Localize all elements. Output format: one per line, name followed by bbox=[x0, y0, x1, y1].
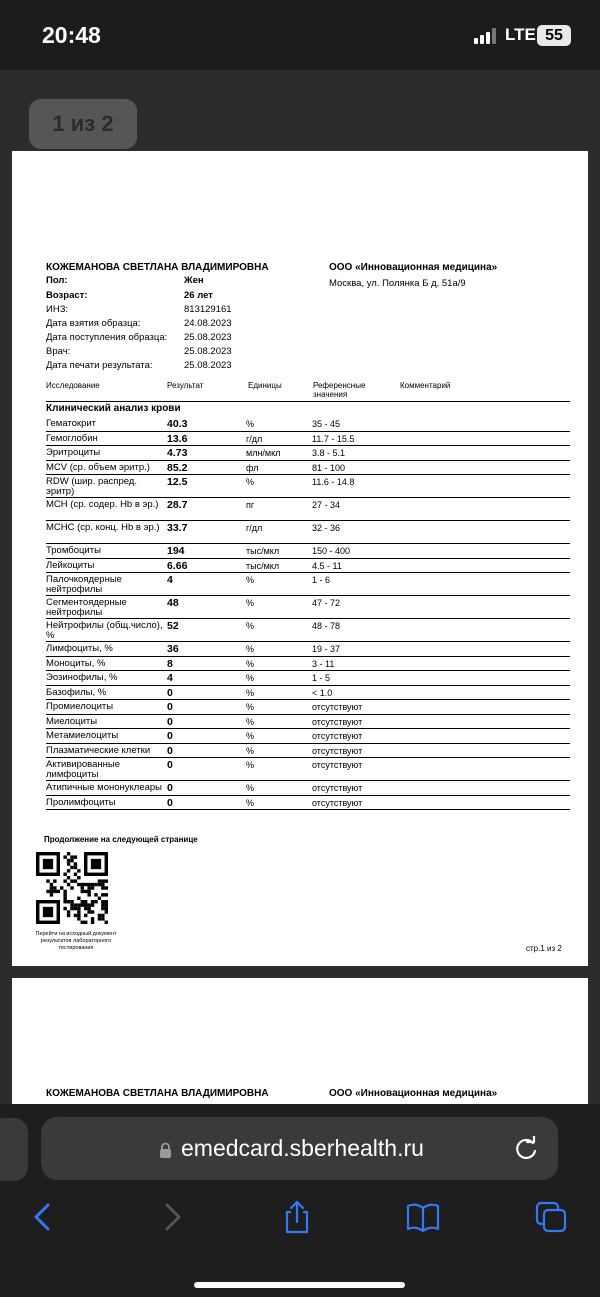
home-indicator bbox=[194, 1282, 405, 1288]
header-divider bbox=[46, 401, 570, 402]
signal-icon bbox=[474, 28, 496, 44]
row-unit: % bbox=[246, 702, 255, 712]
row-reference: 3 - 11 bbox=[312, 658, 335, 669]
organization-address: Москва, ул. Полянка Б д. 51а/9 bbox=[329, 278, 466, 289]
info-row: ИНЗ: 813129161 bbox=[46, 304, 232, 315]
url-text[interactable]: emedcard.sberhealth.ru bbox=[181, 1135, 424, 1161]
row-unit: % bbox=[246, 644, 255, 654]
qr-caption: Перейти на исходный документ результатов лабораторного тестирования bbox=[35, 931, 117, 951]
patient-name: КОЖЕМАНОВА СВЕТЛАНА ВЛАДИМИРОВНА bbox=[46, 262, 269, 273]
row-name: Гематокрит bbox=[46, 418, 97, 429]
row-unit: тыс/мкл bbox=[246, 546, 280, 556]
table-row bbox=[46, 559, 570, 574]
table-row bbox=[46, 729, 570, 744]
column-header-result: Результат bbox=[167, 381, 204, 390]
table-row bbox=[46, 657, 570, 672]
row-result: 12.5 bbox=[167, 476, 188, 488]
table-row bbox=[46, 475, 570, 498]
table-row bbox=[46, 715, 570, 730]
row-result: 194 bbox=[167, 545, 185, 557]
row-unit: % bbox=[246, 783, 255, 793]
row-unit: % bbox=[246, 419, 255, 429]
row-reference: отсутствуют bbox=[312, 731, 363, 741]
row-result: 0 bbox=[167, 715, 173, 728]
row-unit: % bbox=[246, 575, 255, 585]
row-reference: 11.7 - 15.5 bbox=[312, 433, 355, 444]
table-row bbox=[46, 544, 570, 559]
table-row bbox=[46, 573, 570, 596]
row-result: 0 bbox=[167, 782, 173, 794]
row-reference: отсутствуют bbox=[312, 783, 363, 793]
page-number: стр.1 из 2 bbox=[526, 944, 562, 953]
table-row bbox=[46, 432, 570, 447]
row-unit: % bbox=[246, 477, 255, 487]
row-unit: % bbox=[246, 760, 255, 770]
row-unit: % bbox=[246, 621, 255, 631]
document-page-2 bbox=[12, 978, 588, 1118]
table-row bbox=[46, 521, 570, 544]
row-name: Тромбоциты bbox=[46, 545, 101, 556]
organization-name: ООО «Инновационная медицина» bbox=[329, 1088, 498, 1099]
organization-name: ООО «Инновационная медицина» bbox=[329, 262, 498, 273]
continuation-note: Продолжение на следующей странице bbox=[44, 835, 198, 844]
row-reference: 32 - 36 bbox=[312, 523, 341, 533]
row-unit: % bbox=[246, 687, 255, 698]
row-result: 8 bbox=[167, 657, 173, 670]
row-result: 6.66 bbox=[167, 559, 188, 572]
row-name: Лейкоциты bbox=[46, 559, 95, 571]
row-result: 0 bbox=[167, 701, 173, 713]
row-reference: 81 - 100 bbox=[312, 462, 346, 473]
row-unit: тыс/мкл bbox=[246, 560, 280, 571]
browser-bar bbox=[0, 1104, 600, 1297]
row-reference: 19 - 37 bbox=[312, 644, 341, 654]
table-row bbox=[46, 686, 570, 701]
address-bar[interactable] bbox=[41, 1117, 558, 1180]
row-reference: 1 - 5 bbox=[312, 673, 331, 683]
row-name: MCH (ср. содер. Hb в эр.) bbox=[46, 499, 159, 510]
row-reference: 4.5 - 11 bbox=[312, 560, 342, 571]
table-row bbox=[46, 461, 570, 476]
table-row bbox=[46, 671, 570, 686]
row-reference: 1 - 6 bbox=[312, 575, 331, 585]
table-row bbox=[46, 781, 570, 796]
table-row bbox=[46, 642, 570, 657]
row-unit: % bbox=[246, 797, 255, 808]
table-row bbox=[46, 744, 570, 759]
row-name: Миелоциты bbox=[46, 715, 98, 727]
status-bar bbox=[0, 0, 600, 70]
row-name: Сегментоядерные нейтрофилы bbox=[46, 597, 127, 618]
row-unit: % bbox=[246, 673, 255, 683]
table-row bbox=[46, 619, 570, 642]
document-page-1 bbox=[12, 151, 588, 966]
row-name: Базофилы, % bbox=[46, 686, 107, 698]
row-name: Активированные лимфоциты bbox=[46, 759, 121, 780]
tabs-icon[interactable] bbox=[534, 1200, 568, 1234]
pdf-viewer[interactable] bbox=[0, 70, 600, 1118]
row-result: 36 bbox=[167, 643, 179, 655]
row-name: Нейтрофилы (общ.число), % bbox=[46, 620, 163, 641]
reload-icon[interactable] bbox=[513, 1136, 539, 1162]
row-unit: % bbox=[246, 716, 255, 727]
table-row bbox=[46, 758, 570, 781]
info-row: Пол: Жен bbox=[46, 275, 204, 286]
row-result: 0 bbox=[167, 744, 173, 757]
previous-tab-preview[interactable] bbox=[0, 1118, 28, 1181]
row-result: 4 bbox=[167, 574, 173, 586]
info-row: Дата взятия образца: 24.08.2023 bbox=[46, 318, 232, 329]
column-header-reference: Референсные значения bbox=[313, 381, 366, 399]
row-result: 33.7 bbox=[167, 522, 188, 534]
row-name: Метамиелоциты bbox=[46, 730, 119, 741]
row-result: 52 bbox=[167, 620, 179, 632]
table-row bbox=[46, 498, 570, 521]
row-result: 13.6 bbox=[167, 432, 188, 445]
row-reference: 11.6 - 14.8 bbox=[312, 477, 355, 487]
info-row: Дата печати результата: 25.08.2023 bbox=[46, 360, 232, 371]
row-reference: 27 - 34 bbox=[312, 500, 341, 510]
row-reference: отсутствуют bbox=[312, 760, 363, 770]
patient-name: КОЖЕМАНОВА СВЕТЛАНА ВЛАДИМИРОВНА bbox=[46, 1088, 269, 1099]
row-reference: 3.8 - 5.1 bbox=[312, 448, 346, 458]
row-name: Атипичные мононуклеары bbox=[46, 782, 163, 793]
table-row bbox=[46, 417, 570, 432]
row-reference: отсутствуют bbox=[312, 716, 363, 727]
row-result: 40.3 bbox=[167, 418, 188, 430]
row-result: 4.73 bbox=[167, 447, 188, 459]
table-row bbox=[46, 700, 570, 715]
row-unit: г/дл bbox=[246, 433, 263, 444]
column-header-units: Единицы bbox=[248, 381, 282, 390]
row-name: Эритроциты bbox=[46, 447, 101, 458]
table-row bbox=[46, 796, 570, 811]
page-indicator: 1 из 2 bbox=[29, 99, 137, 149]
info-row: Врач: 25.08.2023 bbox=[46, 346, 232, 357]
row-name: Пролимфоциты bbox=[46, 796, 116, 808]
qr-code[interactable] bbox=[36, 852, 108, 924]
bookmarks-icon[interactable] bbox=[406, 1200, 440, 1234]
share-icon[interactable] bbox=[280, 1200, 314, 1234]
row-reference: отсутствуют bbox=[312, 745, 363, 756]
row-reference: 47 - 72 bbox=[312, 598, 341, 608]
row-reference: отсутствуют bbox=[312, 797, 363, 808]
table-row bbox=[46, 446, 570, 461]
row-name: MCV (ср. объем эритр.) bbox=[46, 461, 150, 473]
row-unit: % bbox=[246, 745, 255, 756]
back-icon[interactable] bbox=[26, 1200, 60, 1234]
row-name: MCHC (ср. конц. Hb в эр.) bbox=[46, 522, 160, 533]
row-unit: пг bbox=[246, 500, 255, 510]
row-name: RDW (шир. распред. эритр) bbox=[46, 476, 137, 497]
row-result: 85.2 bbox=[167, 461, 188, 474]
row-name: Палочкоядерные нейтрофилы bbox=[46, 574, 122, 595]
info-row: Дата поступления образца: 25.08.2023 bbox=[46, 332, 232, 343]
forward-icon[interactable] bbox=[155, 1200, 189, 1234]
row-reference: 35 - 45 bbox=[312, 419, 341, 429]
row-result: 4 bbox=[167, 672, 173, 684]
info-row: Возраст: 26 лет bbox=[46, 290, 213, 301]
row-name: Моноциты, % bbox=[46, 657, 106, 669]
row-unit: % bbox=[246, 731, 255, 741]
row-unit: % bbox=[246, 658, 255, 669]
row-name: Плазматические клетки bbox=[46, 744, 151, 756]
row-reference: 150 - 400 bbox=[312, 546, 351, 556]
row-reference: < 1.0 bbox=[312, 687, 333, 698]
row-reference: отсутствуют bbox=[312, 702, 363, 712]
row-result: 48 bbox=[167, 597, 179, 609]
row-name: Эозинофилы, % bbox=[46, 672, 118, 683]
status-time: 20:48 bbox=[42, 22, 101, 48]
row-unit: г/дл bbox=[246, 523, 263, 533]
column-header-study: Исследование bbox=[46, 381, 100, 390]
row-result: 0 bbox=[167, 686, 173, 699]
row-result: 0 bbox=[167, 759, 173, 771]
row-name: Гемоглобин bbox=[46, 432, 98, 444]
row-reference: 48 - 78 bbox=[312, 621, 341, 631]
row-result: 0 bbox=[167, 730, 173, 742]
row-result: 0 bbox=[167, 796, 173, 809]
row-unit: млн/мкл bbox=[246, 448, 281, 458]
network-type: LTE bbox=[505, 25, 536, 44]
column-header-comment: Комментарий bbox=[400, 381, 451, 390]
row-unit: % bbox=[246, 598, 255, 608]
row-unit: фл bbox=[246, 462, 259, 473]
results-table bbox=[46, 417, 570, 810]
row-name: Лимфоциты, % bbox=[46, 643, 113, 654]
table-row bbox=[46, 596, 570, 619]
lock-icon bbox=[159, 1142, 172, 1158]
row-name: Промиелоциты bbox=[46, 701, 114, 712]
row-result: 28.7 bbox=[167, 499, 188, 511]
section-title: Клинический анализ крови bbox=[46, 403, 181, 414]
battery-icon: 55 bbox=[537, 25, 571, 46]
